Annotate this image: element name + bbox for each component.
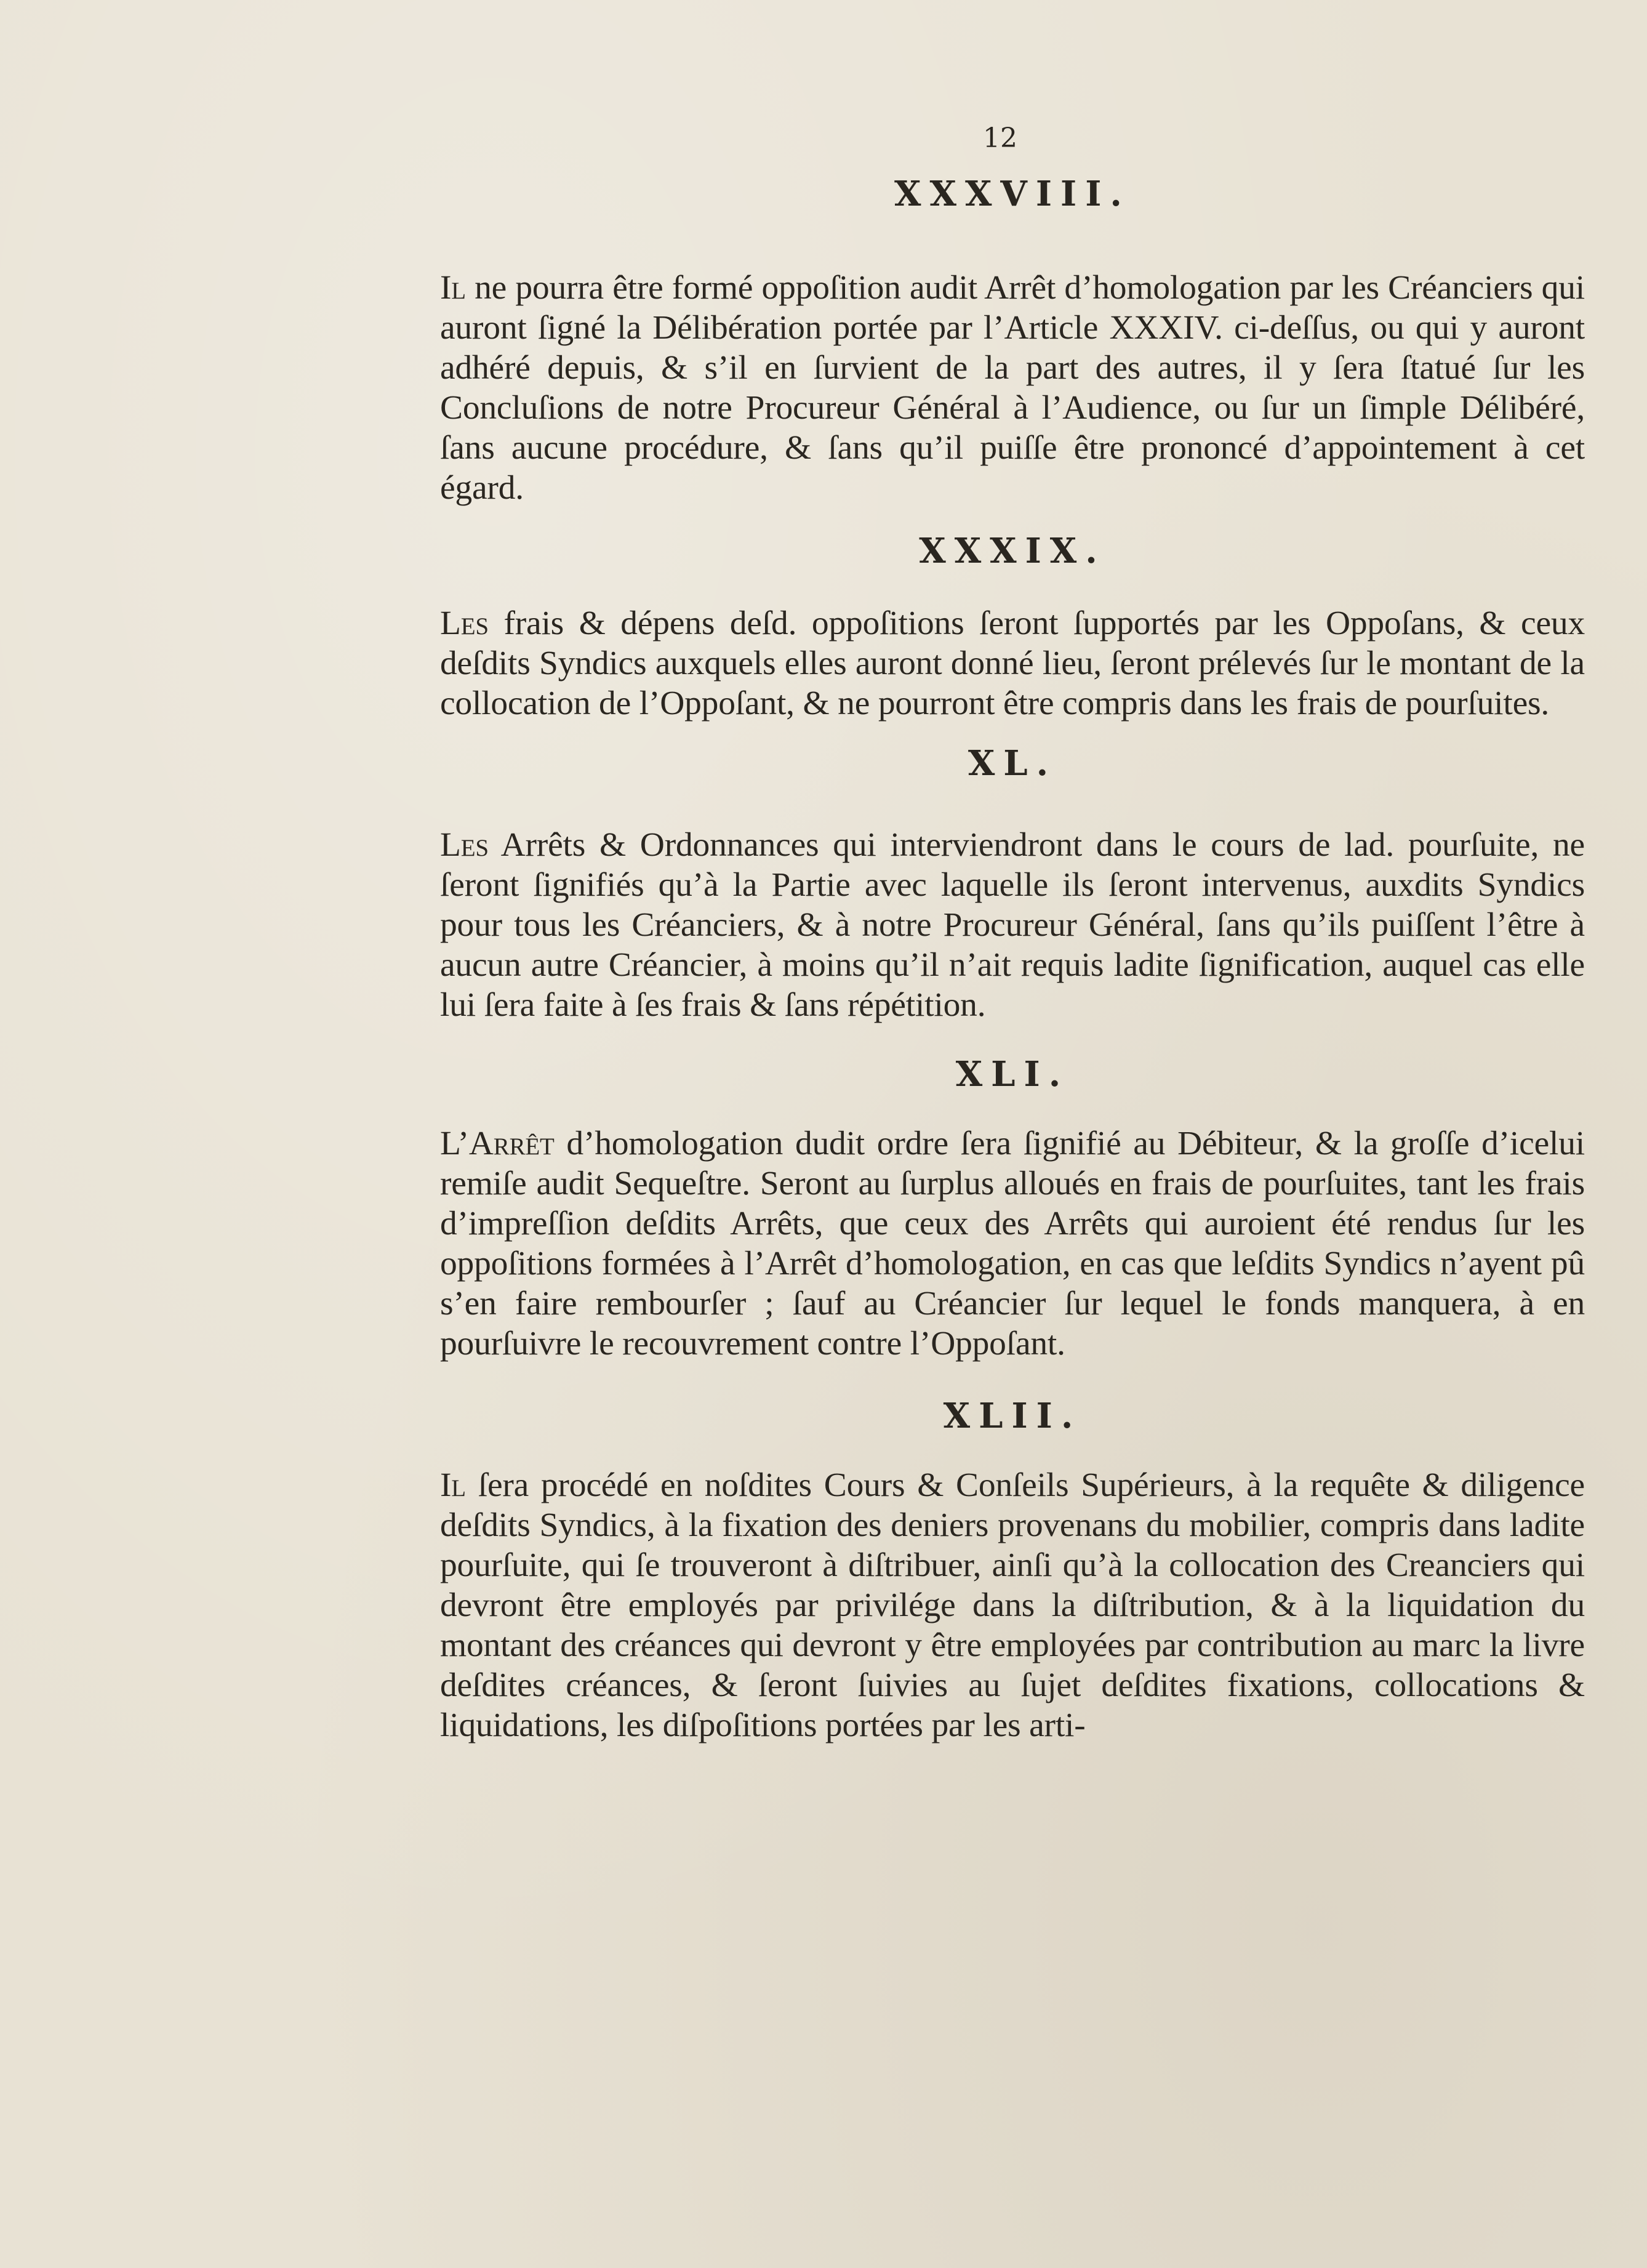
article-body-text: frais & dépens deſd. oppoſitions ſeront ſupportés par les Oppoſans, & ceux deſdits Syndics auxquels elles auront donné lieu, ſeront prélevés ſur le montant de la collocation de l’Oppoſant, & ne pourront être compris dans les frais de pourſuites. — [440, 605, 1585, 722]
page-number: 12 — [983, 123, 1017, 154]
article-body-text: ſera procédé en noſdites Cours & Conſeils Supérieurs, à la requête & diligence deſdits Syndics, à la fixation des deniers provenans du mobilier, compris dans ladite pourſuite, qui ſe trouveront à diſtribuer, ainſi qu’à la collocation des Creanciers qui devront être employés par privilége dans la diſtribution, & à la liquidation du montant des créances qui devront y être employées par contribution au marc la livre deſdites créances, & ſeront ſuivies au ſujet deſdites fixations, collocations & liquidations, les diſpoſitions portées par les arti- — [440, 1466, 1585, 1744]
article-heading: XLII. — [943, 1396, 1082, 1436]
article-heading: XXXIX. — [919, 531, 1106, 571]
article-heading: XL. — [968, 743, 1057, 784]
article-body-text: ne pourra être formé oppoſition audit Arrêt d’homologation par les Créanciers qui auront ſigné la Délibération portée par l’Article XXXIV. ci-deſſus, ou qui y auront adhéré depuis, & s’il en ſurvient de la part des autres, il y ſera ſtatué ſur les Concluſions de notre Procureur Général à l’Audience, ou ſur un ſimple Délibéré, ſans aucune procédure, & ſans qu’il puiſſe être prononcé d’appointement à cet égard. — [440, 269, 1585, 507]
article-text — [440, 1465, 1585, 1745]
article-heading: XLI. — [955, 1054, 1070, 1095]
text-column — [440, 120, 1585, 1745]
article-text — [440, 1124, 1585, 1364]
article-lead-word: L’Arrêt — [440, 1125, 555, 1162]
article-lead-word: Il — [440, 269, 466, 307]
article-text — [440, 825, 1585, 1025]
article-lead-word: Il — [440, 1466, 466, 1504]
article-body-text: d’homologation dudit ordre ſera ſignifié au Débiteur, & la groſſe d’icelui remiſe audit Sequeſtre. Seront au ſurplus alloués en frais de pourſuites, tant les frais d’impreſſion deſdits Arrêts, que ceux des Arrêts qui auroient été rendus ſur les oppoſitions formées à l’Arrêt d’homologation, en cas que leſdits Syndics n’ayent pû s’en faire rembourſer ; ſauf au Créancier ſur lequel le fonds manquera, à en pourſuivre le recouvrement contre l’Oppoſant. — [440, 1125, 1585, 1362]
article-heading: XXXVIII. — [894, 174, 1131, 214]
article-lead-word: Les — [440, 826, 489, 864]
article-text — [440, 268, 1585, 508]
article-text — [440, 603, 1585, 723]
article-lead-word: Les — [440, 605, 489, 642]
article-body-text: Arrêts & Ordonnances qui interviendront dans le cours de lad. pourſuite, ne ſeront ſignifiés qu’à la Partie avec laquelle ils ſeront intervenus, auxdits Syndics pour tous les Créanciers, & à notre Procureur Général, ſans qu’ils puiſſent l’être à aucun autre Créancier, à moins qu’il n’ait requis ladite ſignification, auquel cas elle lui ſera faite à ſes frais & ſans répétition. — [440, 826, 1585, 1024]
